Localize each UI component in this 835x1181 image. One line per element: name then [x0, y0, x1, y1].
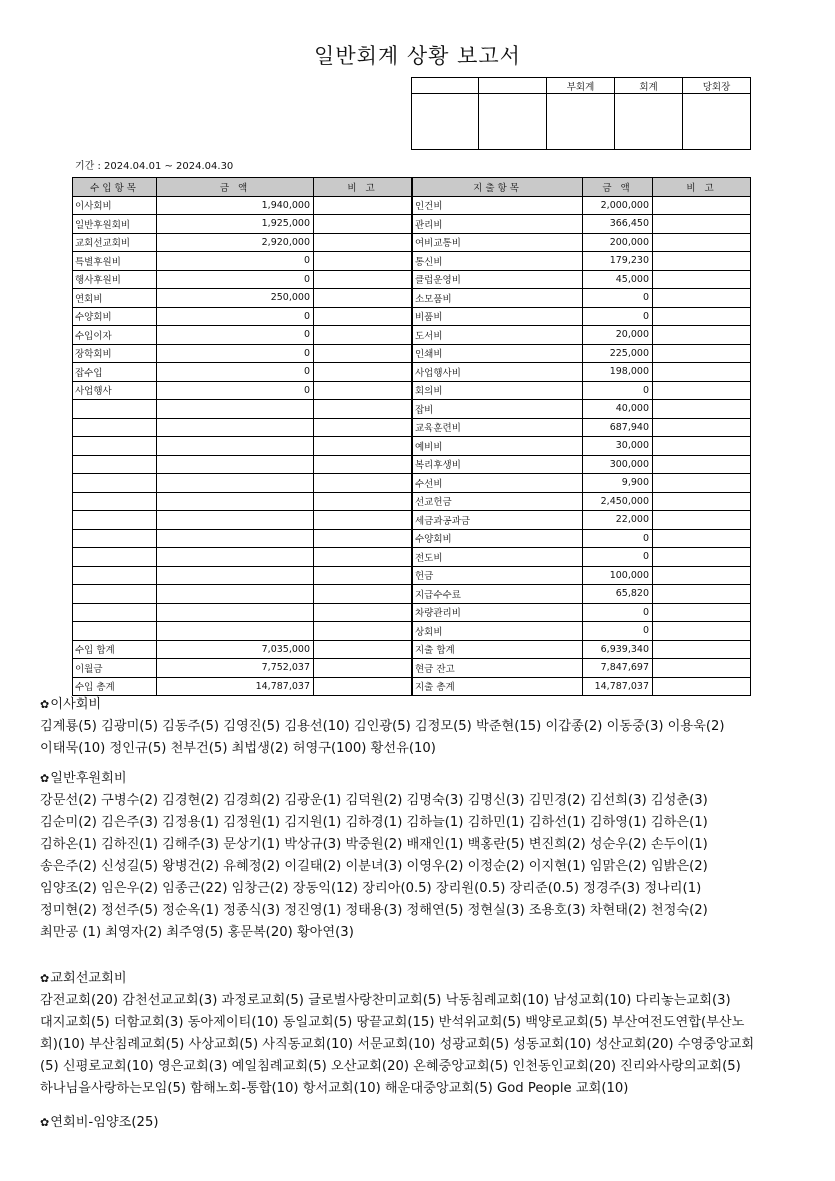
- income-item-cell: [73, 511, 157, 530]
- income-amount-cell: [157, 529, 314, 548]
- expense-note-cell: [653, 437, 751, 456]
- section-heading: [40, 1112, 800, 1134]
- approval-signature-box: [615, 94, 683, 150]
- table-row: [73, 585, 751, 604]
- income-amount-cell: [157, 566, 314, 585]
- income-item-cell: [73, 400, 157, 419]
- donor-section: [40, 968, 800, 1100]
- approval-header-vice-treasurer: 부회계: [547, 78, 615, 94]
- table-row: [73, 548, 751, 567]
- approval-signature-box: [479, 94, 547, 150]
- income-item-header: 수입항목: [73, 178, 157, 197]
- donor-line: 송은주(2) 신성길(5) 왕병건(2) 유혜정(2) 이길태(2) 이분녀(3) 이영우(2) 이정순(2) 이지현(1) 임맑은(2) 임밝은(2): [40, 859, 708, 874]
- approval-signature-box: [412, 94, 479, 150]
- expense-item-cell: 비품비: [413, 307, 583, 326]
- income-item-cell: [73, 474, 157, 493]
- table-row: [73, 196, 751, 215]
- income-item-cell: [73, 603, 157, 622]
- expense-item-cell: 교육훈련비: [413, 418, 583, 437]
- income-amount-cell: [157, 474, 314, 493]
- report-period: 기간 : 2024.04.01 ~ 2024.04.30: [75, 161, 234, 172]
- income-item-cell: 연회비: [73, 289, 157, 308]
- income-note-header: 비 고: [314, 178, 412, 197]
- table-row: [73, 381, 751, 400]
- income-amount-cell: [157, 622, 314, 641]
- expense-note-header: 비 고: [653, 178, 751, 197]
- expense-item-cell: 세금과공과금: [413, 511, 583, 530]
- expense-note-cell: [653, 381, 751, 400]
- expense-note-cell: [653, 566, 751, 585]
- income-note-cell: [314, 603, 412, 622]
- expense-item-cell: 지급수수료: [413, 585, 583, 604]
- income-item-cell: [73, 437, 157, 456]
- table-row: [73, 215, 751, 234]
- income-amount-cell: 250,000: [157, 289, 314, 308]
- expense-item-cell: 현금 잔고: [413, 659, 583, 678]
- income-note-cell: [314, 418, 412, 437]
- income-item-cell: 수입 합계: [73, 640, 157, 659]
- income-note-cell: [314, 659, 412, 678]
- income-note-cell: [314, 363, 412, 382]
- expense-item-cell: 지출 합계: [413, 640, 583, 659]
- expense-note-cell: [653, 196, 751, 215]
- income-amount-cell: [157, 418, 314, 437]
- expense-item-cell: 복리후생비: [413, 455, 583, 474]
- income-note-cell: [314, 400, 412, 419]
- income-item-cell: [73, 529, 157, 548]
- income-note-cell: [314, 529, 412, 548]
- expense-amount-cell: 9,900: [583, 474, 653, 493]
- flower-icon: ✿: [40, 1116, 50, 1129]
- income-amount-cell: 7,752,037: [157, 659, 314, 678]
- expense-amount-header: 금 액: [583, 178, 653, 197]
- approval-table: [411, 77, 751, 150]
- expense-amount-cell: 0: [583, 307, 653, 326]
- expense-amount-cell: 687,940: [583, 418, 653, 437]
- income-amount-header: 금 액: [157, 178, 314, 197]
- income-note-cell: [314, 196, 412, 215]
- expense-item-cell: 사업행사비: [413, 363, 583, 382]
- section-heading-text: 연회비-임양조(25): [50, 1115, 159, 1130]
- table-row: [73, 289, 751, 308]
- section-heading-text: 이사회비: [50, 697, 102, 712]
- expense-item-cell: 회의비: [413, 381, 583, 400]
- income-note-cell: [314, 215, 412, 234]
- expense-item-cell: 수양회비: [413, 529, 583, 548]
- expense-note-cell: [653, 585, 751, 604]
- expense-amount-cell: 100,000: [583, 566, 653, 585]
- table-row: [73, 474, 751, 493]
- income-note-cell: [314, 437, 412, 456]
- expense-amount-cell: 179,230: [583, 252, 653, 271]
- income-amount-cell: 14,787,037: [157, 677, 314, 696]
- expense-amount-cell: 200,000: [583, 233, 653, 252]
- expense-note-cell: [653, 289, 751, 308]
- flower-icon: ✿: [40, 698, 50, 711]
- donor-line: 대지교회(5) 더함교회(3) 동아제이티(10) 동일교회(5) 땅끝교회(15) 반석위교회(5) 백양로교회(5) 부산여전도연합(부산노: [40, 1015, 745, 1030]
- expense-amount-cell: 20,000: [583, 326, 653, 345]
- flower-icon: ✿: [40, 772, 50, 785]
- expense-amount-cell: 7,847,697: [583, 659, 653, 678]
- table-row: [73, 270, 751, 289]
- expense-amount-cell: 366,450: [583, 215, 653, 234]
- income-item-cell: 이월금: [73, 659, 157, 678]
- table-row: [73, 677, 751, 696]
- expense-item-cell: 선교헌금: [413, 492, 583, 511]
- income-item-cell: [73, 548, 157, 567]
- expense-amount-cell: 300,000: [583, 455, 653, 474]
- expense-amount-cell: 0: [583, 381, 653, 400]
- flower-icon: ✿: [40, 972, 50, 985]
- section-heading: [40, 768, 800, 790]
- income-amount-cell: 0: [157, 344, 314, 363]
- expense-amount-cell: 14,787,037: [583, 677, 653, 696]
- expense-note-cell: [653, 215, 751, 234]
- section-heading: [40, 694, 800, 716]
- table-row: [73, 437, 751, 456]
- expense-amount-cell: 45,000: [583, 270, 653, 289]
- table-row: [73, 363, 751, 382]
- income-note-cell: [314, 344, 412, 363]
- expense-amount-cell: 30,000: [583, 437, 653, 456]
- income-item-cell: 수양회비: [73, 307, 157, 326]
- expense-note-cell: [653, 474, 751, 493]
- income-item-cell: 수입이자: [73, 326, 157, 345]
- income-amount-cell: [157, 511, 314, 530]
- income-amount-cell: [157, 400, 314, 419]
- income-note-cell: [314, 455, 412, 474]
- expense-note-cell: [653, 677, 751, 696]
- income-note-cell: [314, 307, 412, 326]
- income-note-cell: [314, 289, 412, 308]
- donor-section: [40, 694, 800, 760]
- donor-line: 김계룡(5) 김광미(5) 김동주(5) 김영진(5) 김용선(10) 김인광(5) 김정모(5) 박준현(15) 이갑종(2) 이동중(3) 이용욱(2): [40, 719, 725, 734]
- income-item-cell: 특별후원비: [73, 252, 157, 271]
- expense-item-cell: 헌금: [413, 566, 583, 585]
- donor-line: 임양조(2) 임은우(2) 임종근(22) 임창근(2) 장동익(12) 장리아(0.5) 장리원(0.5) 장리준(0.5) 정경주(3) 정나리(1): [40, 881, 702, 896]
- expense-item-cell: 인쇄비: [413, 344, 583, 363]
- income-note-cell: [314, 381, 412, 400]
- expense-note-cell: [653, 270, 751, 289]
- income-item-cell: 일반후원회비: [73, 215, 157, 234]
- donor-line: 회)(10) 부산침례교회(5) 사상교회(5) 사직동교회(10) 서문교회(10) 성광교회(5) 성동교회(10) 성산교회(20) 수영중앙교회: [40, 1037, 755, 1052]
- expense-amount-cell: 6,939,340: [583, 640, 653, 659]
- table-row: [73, 622, 751, 641]
- expense-amount-cell: 0: [583, 289, 653, 308]
- expense-note-cell: [653, 640, 751, 659]
- section-heading-text: 일반후원회비: [50, 771, 127, 786]
- donor-line: 김하온(1) 김하진(1) 김해주(3) 문상기(1) 박상규(3) 박중원(2) 배재인(1) 백홍란(5) 변진희(2) 성순우(2) 손두이(1): [40, 837, 708, 852]
- expense-note-cell: [653, 252, 751, 271]
- expense-amount-cell: 198,000: [583, 363, 653, 382]
- table-row: [73, 400, 751, 419]
- expense-note-cell: [653, 492, 751, 511]
- table-row: [73, 511, 751, 530]
- table-row: [73, 252, 751, 271]
- table-row: [73, 418, 751, 437]
- income-amount-cell: 0: [157, 326, 314, 345]
- section-heading-text: 교회선교회비: [50, 971, 127, 986]
- expense-amount-cell: 65,820: [583, 585, 653, 604]
- table-row: [73, 659, 751, 678]
- donor-section: [40, 768, 800, 944]
- expense-item-cell: 인건비: [413, 196, 583, 215]
- expense-amount-cell: 0: [583, 548, 653, 567]
- approval-header-chairman: 당회장: [683, 78, 751, 94]
- donor-section: [40, 1112, 800, 1134]
- income-item-cell: 이사회비: [73, 196, 157, 215]
- table-row: [73, 529, 751, 548]
- expense-note-cell: [653, 603, 751, 622]
- expense-item-cell: 지출 총계: [413, 677, 583, 696]
- income-amount-cell: [157, 585, 314, 604]
- income-note-cell: [314, 585, 412, 604]
- income-item-cell: 교회선교회비: [73, 233, 157, 252]
- donor-line: 김순미(2) 김은주(3) 김정용(1) 김정원(1) 김지원(1) 김하경(1) 김하늘(1) 김하민(1) 김하선(1) 김하영(1) 김하은(1): [40, 815, 708, 830]
- income-note-cell: [314, 492, 412, 511]
- income-note-cell: [314, 252, 412, 271]
- table-row: [73, 344, 751, 363]
- expense-item-cell: 수선비: [413, 474, 583, 493]
- income-note-cell: [314, 326, 412, 345]
- table-row: [73, 307, 751, 326]
- expense-item-cell: 관리비: [413, 215, 583, 234]
- income-item-cell: 사업행사: [73, 381, 157, 400]
- expense-amount-cell: 40,000: [583, 400, 653, 419]
- table-row: [73, 492, 751, 511]
- expense-amount-cell: 0: [583, 603, 653, 622]
- expense-item-cell: 여비교통비: [413, 233, 583, 252]
- expense-item-cell: 잡비: [413, 400, 583, 419]
- income-amount-cell: [157, 437, 314, 456]
- income-amount-cell: 1,940,000: [157, 196, 314, 215]
- donor-line: 정미현(2) 정선주(5) 정순옥(1) 정종식(3) 정진영(1) 정태용(3) 정해연(5) 정현실(3) 조용호(3) 차현태(2) 천정숙(2): [40, 903, 708, 918]
- expense-note-cell: [653, 418, 751, 437]
- income-note-cell: [314, 622, 412, 641]
- expense-note-cell: [653, 363, 751, 382]
- income-amount-cell: [157, 548, 314, 567]
- income-item-cell: 장학회비: [73, 344, 157, 363]
- section-heading: [40, 968, 800, 990]
- income-item-cell: [73, 455, 157, 474]
- donor-line: 하나님을사랑하는모임(5) 함해노회-통합(10) 항서교회(10) 해운대중앙교회(5) God People 교회(10): [40, 1081, 629, 1096]
- approval-header: [412, 78, 479, 94]
- expense-amount-cell: 0: [583, 622, 653, 641]
- income-amount-cell: 7,035,000: [157, 640, 314, 659]
- expense-note-cell: [653, 659, 751, 678]
- income-item-cell: [73, 418, 157, 437]
- income-note-cell: [314, 566, 412, 585]
- expense-note-cell: [653, 548, 751, 567]
- income-amount-cell: 0: [157, 381, 314, 400]
- expense-item-cell: 통신비: [413, 252, 583, 271]
- expense-note-cell: [653, 233, 751, 252]
- income-item-cell: [73, 492, 157, 511]
- expense-amount-cell: 2,000,000: [583, 196, 653, 215]
- income-amount-cell: 0: [157, 270, 314, 289]
- table-row: [73, 326, 751, 345]
- expense-item-cell: 도서비: [413, 326, 583, 345]
- expense-amount-cell: 225,000: [583, 344, 653, 363]
- donor-line: (5) 신평로교회(10) 영은교회(3) 예일침례교회(5) 오산교회(20) 온혜중앙교회(5) 인천동인교회(20) 진리와사랑의교회(5): [40, 1059, 741, 1074]
- expense-amount-cell: 0: [583, 529, 653, 548]
- income-amount-cell: 0: [157, 363, 314, 382]
- table-row: [73, 566, 751, 585]
- income-amount-cell: [157, 492, 314, 511]
- expense-item-cell: 예비비: [413, 437, 583, 456]
- income-note-cell: [314, 548, 412, 567]
- table-row: [73, 233, 751, 252]
- income-item-cell: [73, 566, 157, 585]
- expense-note-cell: [653, 400, 751, 419]
- table-header-row: [73, 178, 751, 197]
- expense-item-header: 지출항목: [413, 178, 583, 197]
- donor-line: 최만공 (1) 최영자(2) 최주영(5) 홍문복(20) 황아연(3): [40, 925, 354, 940]
- donor-line: 감전교회(20) 감천선교교회(3) 과정로교회(5) 글로벌사랑찬미교회(5) 낙동침례교회(10) 남성교회(10) 다리놓는교회(3): [40, 993, 731, 1008]
- income-item-cell: 행사후원비: [73, 270, 157, 289]
- expense-item-cell: 차량관리비: [413, 603, 583, 622]
- income-item-cell: 잡수입: [73, 363, 157, 382]
- expense-item-cell: 클럽운영비: [413, 270, 583, 289]
- approval-signature-box: [683, 94, 751, 150]
- expense-item-cell: 전도비: [413, 548, 583, 567]
- income-expense-table: [72, 177, 751, 696]
- income-note-cell: [314, 474, 412, 493]
- expense-item-cell: 소모품비: [413, 289, 583, 308]
- table-row: [73, 640, 751, 659]
- expense-item-cell: 상회비: [413, 622, 583, 641]
- income-amount-cell: [157, 455, 314, 474]
- expense-note-cell: [653, 307, 751, 326]
- donor-line: 강문선(2) 구병수(2) 김경현(2) 김경희(2) 김광운(1) 김덕원(2) 김명숙(3) 김명신(3) 김민경(2) 김선희(3) 김성춘(3): [40, 793, 708, 808]
- expense-amount-cell: 22,000: [583, 511, 653, 530]
- income-item-cell: 수입 총계: [73, 677, 157, 696]
- table-row: [73, 455, 751, 474]
- income-note-cell: [314, 640, 412, 659]
- approval-header: [479, 78, 547, 94]
- income-amount-cell: 1,925,000: [157, 215, 314, 234]
- income-amount-cell: 0: [157, 252, 314, 271]
- income-item-cell: [73, 585, 157, 604]
- income-note-cell: [314, 233, 412, 252]
- expense-note-cell: [653, 529, 751, 548]
- income-note-cell: [314, 270, 412, 289]
- expense-note-cell: [653, 344, 751, 363]
- expense-note-cell: [653, 455, 751, 474]
- income-note-cell: [314, 511, 412, 530]
- income-amount-cell: 0: [157, 307, 314, 326]
- table-row: [73, 603, 751, 622]
- income-item-cell: [73, 622, 157, 641]
- income-amount-cell: [157, 603, 314, 622]
- approval-header-treasurer: 회계: [615, 78, 683, 94]
- expense-note-cell: [653, 326, 751, 345]
- income-note-cell: [314, 677, 412, 696]
- expense-note-cell: [653, 511, 751, 530]
- expense-note-cell: [653, 622, 751, 641]
- approval-signature-box: [547, 94, 615, 150]
- expense-amount-cell: 2,450,000: [583, 492, 653, 511]
- donor-line: 이태묵(10) 정인규(5) 천부건(5) 최법생(2) 허영구(100) 황선유(10): [40, 741, 436, 756]
- page-title: 일반회계 상황 보고서: [314, 44, 521, 68]
- income-amount-cell: 2,920,000: [157, 233, 314, 252]
